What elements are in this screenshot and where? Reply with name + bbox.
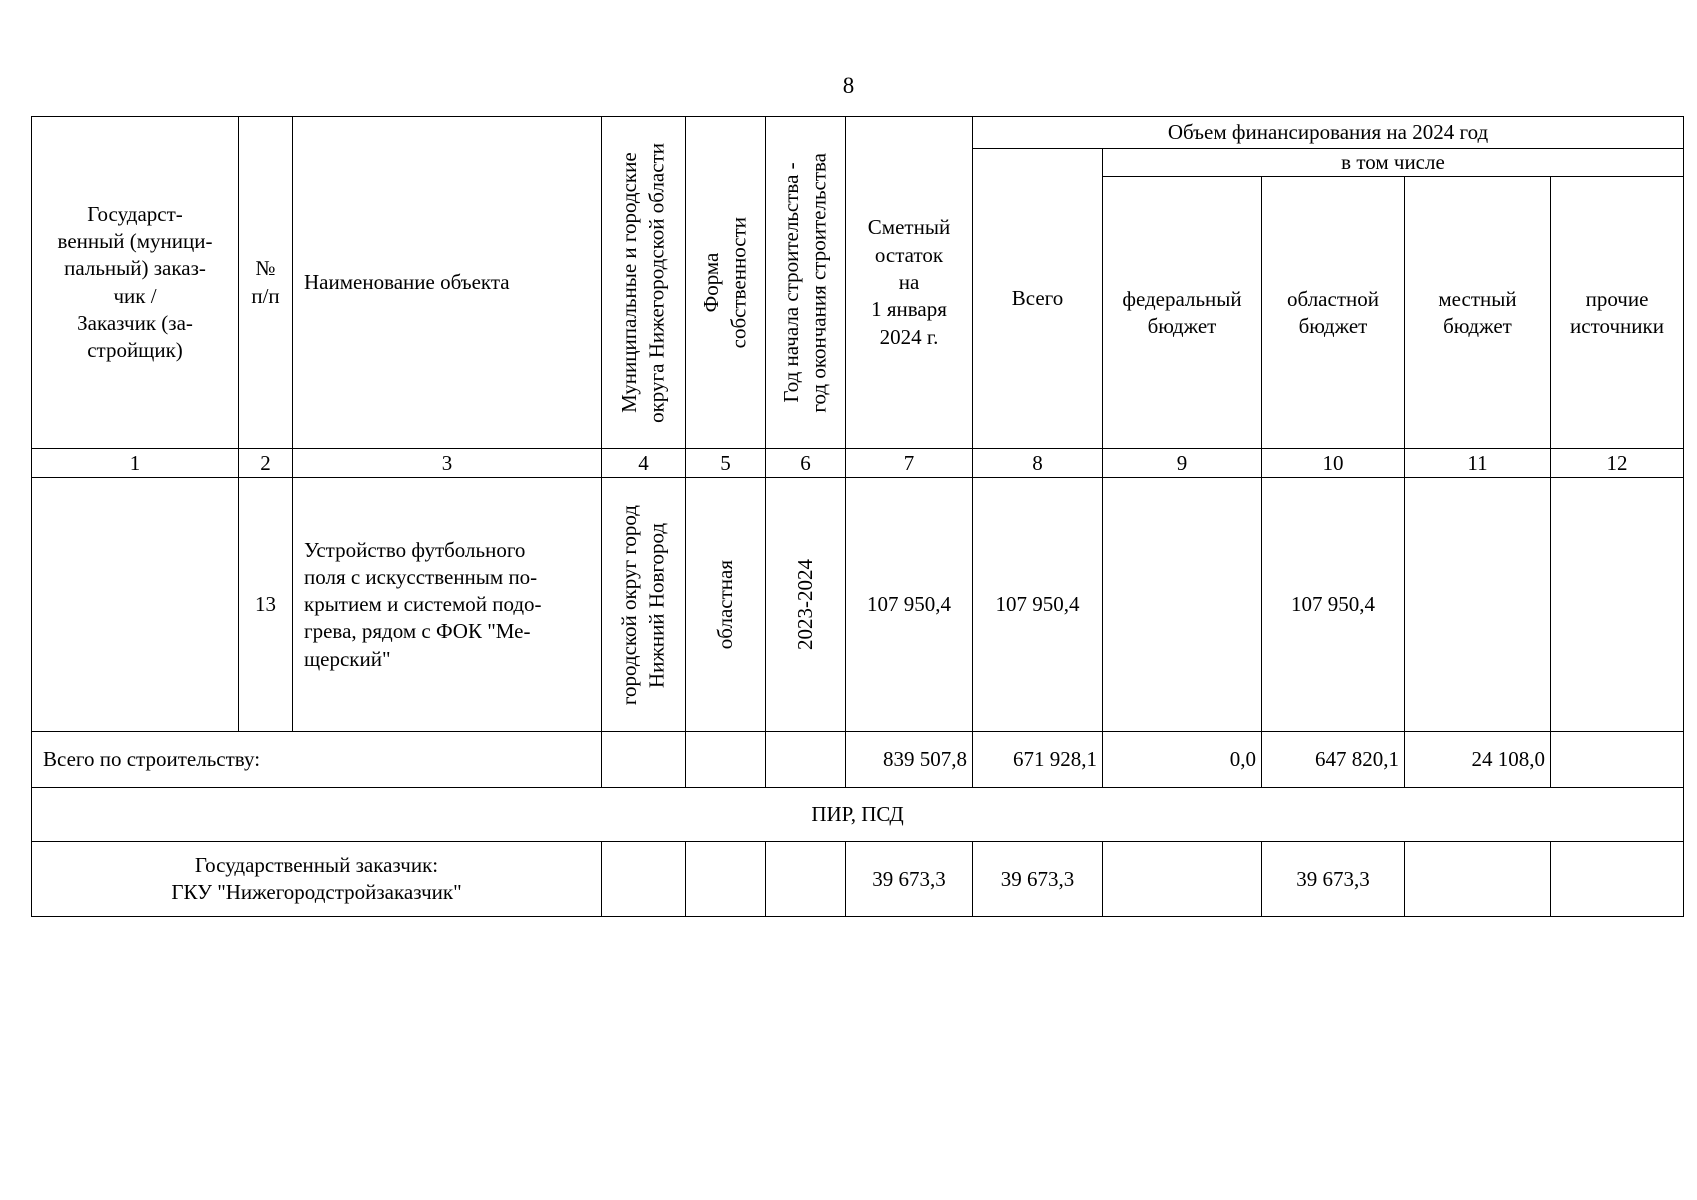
- construction-total-label: Всего по строительству:: [32, 732, 602, 788]
- column-number: 12: [1551, 449, 1684, 478]
- table-row: [32, 478, 1684, 732]
- column-number: 9: [1103, 449, 1262, 478]
- column-numbers-row: [32, 449, 1684, 478]
- row-object-name: Устройство футбольного поля с искусственным по- крытием и системой подо- грева, рядом с ФОК "Ме- щерский": [293, 478, 602, 732]
- construction-total-federal: 0,0: [1103, 732, 1262, 788]
- header-ownership: Форма собственности: [686, 117, 766, 449]
- state-customer-label: Государственный заказчик: ГКУ "Нижегородстройзаказчик": [32, 842, 602, 917]
- column-number: 8: [973, 449, 1103, 478]
- financing-table: [31, 116, 1684, 917]
- header-total: Всего: [973, 149, 1103, 449]
- row-total: 107 950,4: [973, 478, 1103, 732]
- header-regional: областной бюджет: [1262, 177, 1405, 449]
- header-federal: федеральный бюджет: [1103, 177, 1262, 449]
- row-years: 2023-2024: [766, 478, 846, 732]
- column-number: 5: [686, 449, 766, 478]
- row-regional: 107 950,4: [1262, 478, 1405, 732]
- column-number: 2: [239, 449, 293, 478]
- header-other: прочие источники: [1551, 177, 1684, 449]
- row-local: [1405, 478, 1551, 732]
- column-number: 3: [293, 449, 602, 478]
- state-customer-other: [1551, 842, 1684, 917]
- empty-cell: [686, 732, 766, 788]
- header-customer: Государст- венный (муници- пальный) заказ- чик / Заказчик (за- стройщик): [32, 117, 239, 449]
- state-customer-local: [1405, 842, 1551, 917]
- column-number: 11: [1405, 449, 1551, 478]
- empty-cell: [602, 732, 686, 788]
- section-title-row: [32, 788, 1684, 842]
- header-years: Год начала строительства - год окончания строительства: [766, 117, 846, 449]
- column-number: 10: [1262, 449, 1405, 478]
- column-number: 4: [602, 449, 686, 478]
- state-customer-estimate-balance: 39 673,3: [846, 842, 973, 917]
- empty-cell: [602, 842, 686, 917]
- header-local: местный бюджет: [1405, 177, 1551, 449]
- page-number: 8: [842, 73, 855, 98]
- row-other: [1551, 478, 1684, 732]
- empty-cell: [686, 842, 766, 917]
- construction-total-regional: 647 820,1: [1262, 732, 1405, 788]
- state-customer-total: 39 673,3: [973, 842, 1103, 917]
- column-number: 7: [846, 449, 973, 478]
- row-estimate-balance: 107 950,4: [846, 478, 973, 732]
- row-ownership: областная: [686, 478, 766, 732]
- construction-total-row: [32, 732, 1684, 788]
- header-including: в том числе: [1103, 149, 1684, 177]
- header-municipality: Муниципальные и городские округа Нижегородской области: [602, 117, 686, 449]
- construction-total-estimate-balance: 839 507,8: [846, 732, 973, 788]
- row-number: 13: [239, 478, 293, 732]
- state-customer-federal: [1103, 842, 1262, 917]
- header-number: № п/п: [239, 117, 293, 449]
- state-customer-row: [32, 842, 1684, 917]
- header-funding-volume: Объем финансирования на 2024 год: [973, 117, 1684, 149]
- row-municipality: городской округ город Нижний Новгород: [602, 478, 686, 732]
- column-number: 6: [766, 449, 846, 478]
- empty-cell: [766, 842, 846, 917]
- construction-total-total: 671 928,1: [973, 732, 1103, 788]
- section-title: ПИР, ПСД: [32, 788, 1684, 842]
- column-number: 1: [32, 449, 239, 478]
- row-customer: [32, 478, 239, 732]
- header-estimate-balance: Сметный остаток на 1 января 2024 г.: [846, 117, 973, 449]
- construction-total-other: [1551, 732, 1684, 788]
- header-object-name: Наименование объекта: [293, 117, 602, 449]
- empty-cell: [766, 732, 846, 788]
- construction-total-local: 24 108,0: [1405, 732, 1551, 788]
- row-federal: [1103, 478, 1262, 732]
- state-customer-regional: 39 673,3: [1262, 842, 1405, 917]
